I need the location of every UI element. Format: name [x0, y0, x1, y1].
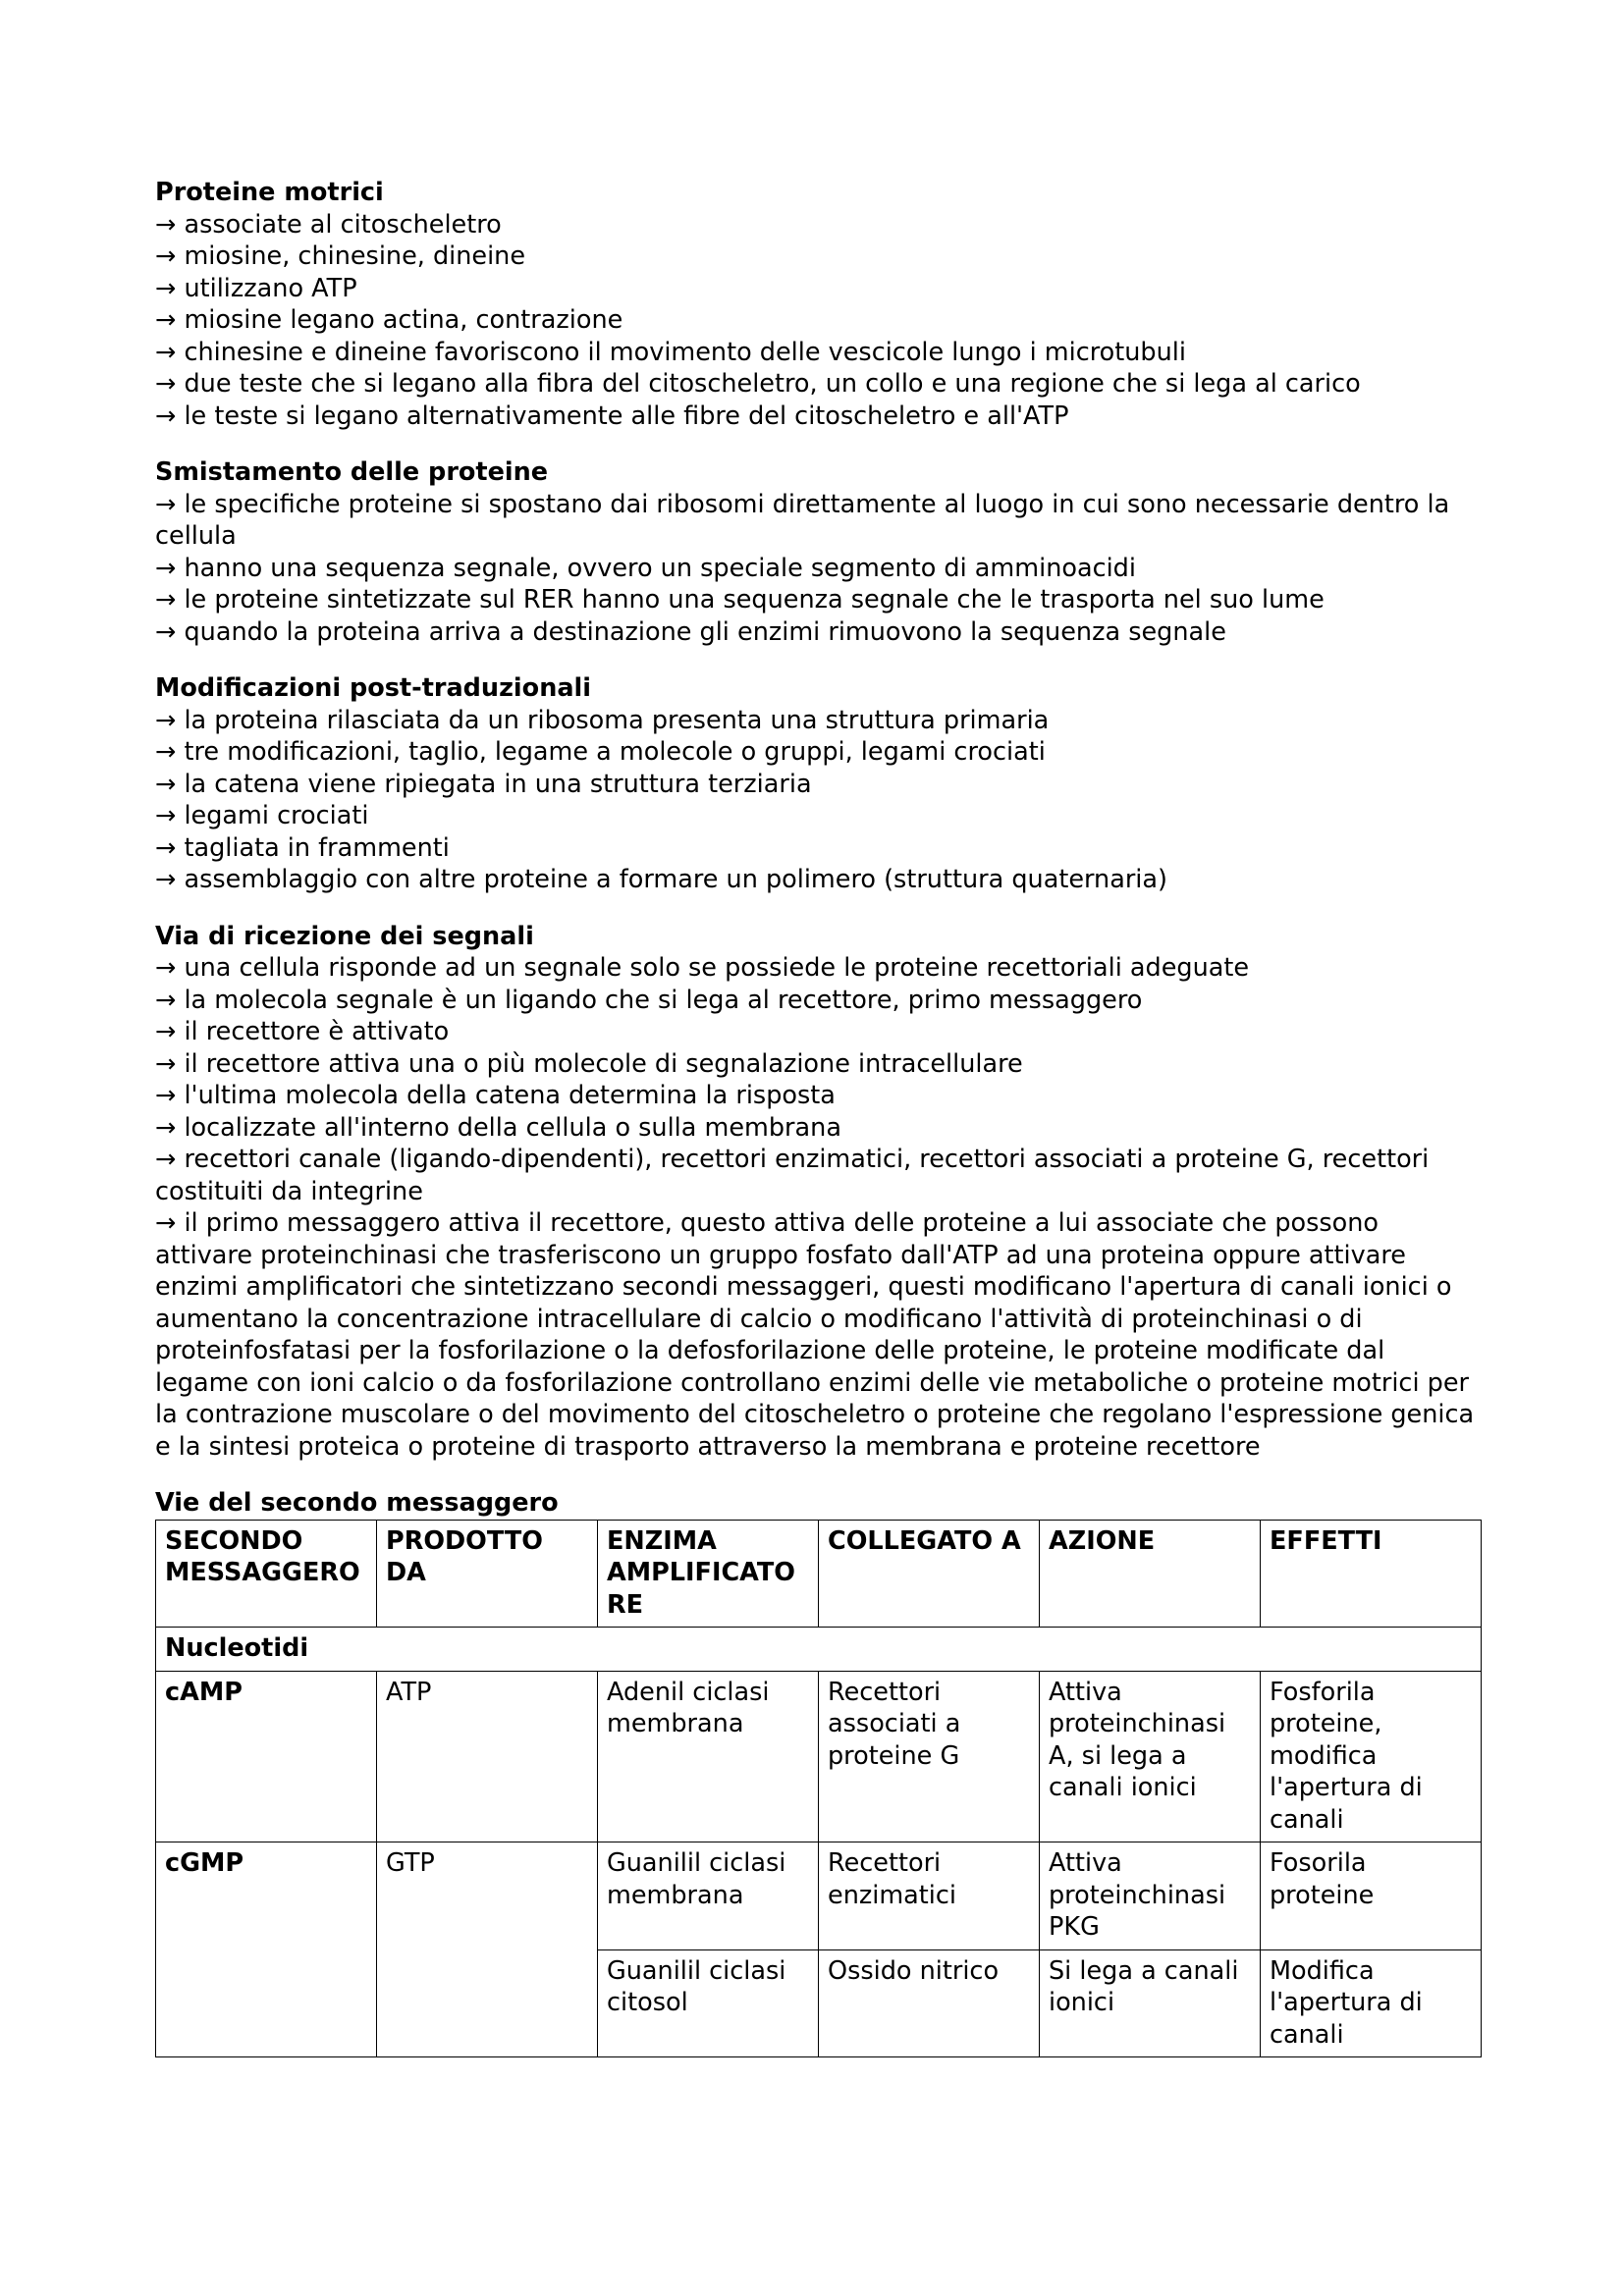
bullet-line: → due teste che si legano alla fibra del citoscheletro, un collo e una regione che si lega al carico — [155, 369, 1361, 399]
bullet-line: → associate al citoscheletro — [155, 209, 502, 240]
bullet-line: → legami crociati — [155, 801, 369, 830]
table-header-row — [156, 1520, 1482, 1628]
bullet-line: → la proteina rilasciata da un ribosoma presenta una struttura primaria — [155, 705, 1050, 735]
section-heading: Smistamento delle proteine — [155, 457, 549, 487]
bullet-line: → recettori canale (ligando-dipendenti), recettori enzimatici, recettori associati a proteine G, recettori costituiti da integrine — [155, 1145, 1430, 1206]
header-cell: ENZIMA AMPLIFICATORE — [598, 1520, 819, 1628]
table-group-row — [156, 1628, 1482, 1672]
bullet-line: → la molecola segnale è un ligando che si lega al recettore, primo messaggero — [155, 985, 1143, 1015]
table-cell: Recettori associati a proteine G — [819, 1671, 1040, 1842]
bullet-line: → assemblaggio con altre proteine a formare un polimero (struttura quaternaria) — [155, 865, 1167, 894]
table-cell: Ossido nitrico — [819, 1949, 1040, 2057]
header-cell: AZIONE — [1040, 1520, 1261, 1628]
table-row — [156, 1842, 1482, 1950]
header-cell: PRODOTTO DA — [377, 1520, 598, 1628]
bullet-line: → miosine, chinesine, dineine — [155, 241, 526, 271]
group-cell: Nucleotidi — [156, 1628, 1482, 1672]
bullet-line: → chinesine e dineine favoriscono il movimento delle vescicole lungo i microtubuli — [155, 337, 1186, 367]
section — [155, 177, 1481, 432]
bullet-line: → miosine legano actina, contrazione — [155, 305, 623, 335]
header-cell: EFFETTI — [1261, 1520, 1482, 1628]
bullet-line: → hanno una sequenza segnale, ovvero un speciale segmento di amminoacidi — [155, 553, 1136, 583]
table-cell: Guanilil ciclasi membrana — [598, 1842, 819, 1950]
bullet-line: → l'ultima molecola della catena determina la risposta — [155, 1081, 836, 1110]
section-heading: Proteine motrici — [155, 178, 384, 207]
bullet-line: → utilizzano ATP — [155, 273, 357, 303]
bullet-line: → una cellula risponde ad un segnale solo se possiede le proteine recettoriali adeguate — [155, 953, 1250, 983]
table-cell: Si lega a canali ionici — [1040, 1949, 1261, 2057]
section-heading: Modificazioni post-traduzionali — [155, 673, 592, 703]
header-cell: COLLEGATO A — [819, 1520, 1040, 1628]
bullet-line: → quando la proteina arriva a destinazione gli enzimi rimuovono la sequenza segnale — [155, 616, 1226, 647]
table-cell: cGMP — [156, 1842, 377, 2057]
table-cell: Modifica l'apertura di canali — [1261, 1949, 1482, 2057]
document-page — [155, 177, 1481, 2057]
table-row — [156, 1671, 1482, 1842]
bullet-line: → le proteine sintetizzate sul RER hanno una sequenza segnale che le trasporta nel suo lume — [155, 585, 1325, 614]
section — [155, 921, 1481, 1464]
bullet-line: → la catena viene ripiegata in una struttura terziaria — [155, 769, 812, 799]
table-cell: Guanilil ciclasi citosol — [598, 1949, 819, 2057]
bullet-line: → il primo messaggero attiva il recettore, questo attiva delle proteine a lui associate che possono attivare proteinchinasi che trasferiscono un gruppo fosfato dall'ATP ad una proteina oppure attivare enzimi amplificatori che sintetizzano secondi messaggeri, questi modificano l'apertura di canali ionici o aumentano la concentrazione intracellulare di calcio o modificano l'attività di proteinchinasi o di proteinfosfatasi per la fosforilazione o la defosforilazione delle proteine, le proteine modificate dal legame con ioni calcio o da fosforilazione controllano enzimi delle vie metaboliche o proteine motrici per la contrazione muscolare o del movimento del citoscheletro o proteine che regolano l'espressione genica e la sintesi proteica o proteine di trasporto attraverso la membrana e proteine recettore — [155, 1208, 1475, 1462]
second-messenger-table — [155, 1520, 1482, 2058]
sections-container — [155, 177, 1481, 1463]
bullet-line: → localizzate all'interno della cellula o sulla membrana — [155, 1112, 841, 1143]
bullet-line: → tre modificazioni, taglio, legame a molecole o gruppi, legami crociati — [155, 737, 1046, 767]
table-cell: Adenil ciclasi membrana — [598, 1671, 819, 1842]
section — [155, 672, 1481, 896]
bullet-line: → le teste si legano alternativamente alle fibre del citoscheletro e all'ATP — [155, 400, 1069, 431]
table-cell: Fosforila proteine, modifica l'apertura di canali — [1261, 1671, 1482, 1842]
header-cell: SECONDO MESSAGGERO — [156, 1520, 377, 1628]
table-cell: ATP — [377, 1671, 598, 1842]
bullet-line: → tagliata in frammenti — [155, 832, 450, 863]
table-title: Vie del secondo messaggero — [155, 1488, 559, 1518]
bullet-line: → le specifiche proteine si spostano dai ribosomi direttamente al luogo in cui sono necessarie dentro la cellula — [155, 489, 1450, 551]
table-cell: Fosorila proteine — [1261, 1842, 1482, 1950]
bullet-line: → il recettore è attivato — [155, 1017, 450, 1046]
table-cell: Recettori enzimatici — [819, 1842, 1040, 1950]
section — [155, 456, 1481, 648]
section-heading: Via di ricezione dei segnali — [155, 921, 534, 951]
table-cell: Attiva proteinchinasi A, si lega a canali ionici — [1040, 1671, 1261, 1842]
table-cell: cAMP — [156, 1671, 377, 1842]
table-cell: GTP — [377, 1842, 598, 2057]
bullet-line: → il recettore attiva una o più molecole di segnalazione intracellulare — [155, 1048, 1023, 1079]
table-cell: Attiva proteinchinasi PKG — [1040, 1842, 1261, 1950]
